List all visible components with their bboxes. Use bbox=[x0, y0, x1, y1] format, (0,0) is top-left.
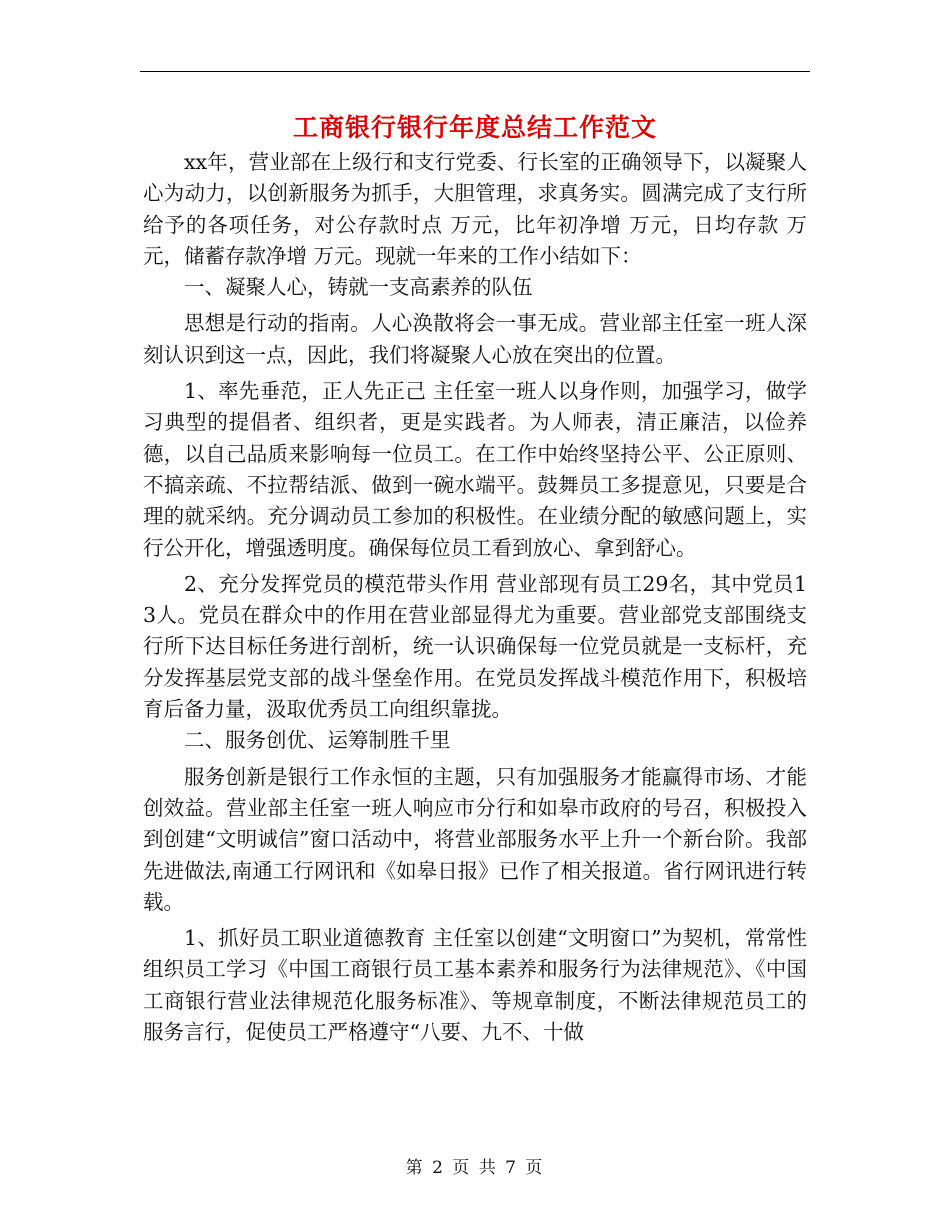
paragraph: 2、充分发挥党员的模范带头作用 营业部现有员工29名，其中党员13人。党员在群众中的作用在营业部显得尤为重要。营业部党支部围绕支行所下达目标任务进行剖析，统一认识确保每一位党员就是一支标杆，充分发挥基层党支部的战斗堡垒作用。在党员发挥战斗模范作用下，积极培育后备力量，汲取优秀员工向组织靠拢。 bbox=[143, 571, 807, 722]
paragraph: 思想是行动的指南。人心涣散将会一事无成。营业部主任室一班人深刻认识到这一点，因此，我们将凝聚人心放在突出的位置。 bbox=[143, 311, 807, 367]
paragraph: 1、抓好员工职业道德教育 主任室以创建“文明窗口”为契机，常常性组织员工学习《中国工商银行员工基本素养和服务行为法律规范》、《中国工商银行营业法律规范化服务标准》、等规章制度，不断法律规范员工的服务言行，促使员工严格遵守“八要、九不、十做 bbox=[143, 926, 807, 1045]
section-heading-1: 一、凝聚人心，铸就一支高素养的队伍 bbox=[184, 275, 533, 300]
header-rule bbox=[140, 71, 810, 72]
paragraph: 服务创新是银行工作永恒的主题，只有加强服务才能赢得市场、才能创效益。营业部主任室一班人响应市分行和如皋市政府的号召，积极投入到创建“文明诚信”窗口活动中，将营业部服务水平上升一个新台阶。我部先进做法,南通工行网讯和《如皋日报》已作了相关报道。省行网讯进行转载。 bbox=[143, 764, 807, 914]
document-title: 工商银行银行年度总结工作范文 bbox=[292, 113, 657, 142]
document-body bbox=[143, 147, 807, 1048]
paragraph: 1、率先垂范，正人先正己 主任室一班人以身作则，加强学习，做学习典型的提倡者、组织者，更是实践者。为人师表，清正廉洁，以俭养德，以自己品质来影响每一位员工。在工作中始终坚持公平、公正原则、不搞亲疏、不拉帮结派、做到一碗水端平。鼓舞员工多提意见，只要是合理的就采纳。充分调动员工参加的积极性。在业绩分配的敏感问题上，实行公开化，增强透明度。确保每位员工看到放心、拿到舒心。 bbox=[143, 379, 807, 560]
section-heading-2: 二、服务创优、运筹制胜千里 bbox=[184, 728, 451, 753]
paragraph-intro: xx年，营业部在上级行和支行党委、行长室的正确领导下，以凝聚人心为动力，以创新服务为抓手，大胆管理，求真务实。圆满完成了支行所给予的各项任务，对公存款时点 万元，比年初净增 万元，日均存款 万元，储蓄存款净增 万元。现就一年来的工作小结如下： bbox=[143, 150, 807, 268]
page-number: 第 2 页 共 7 页 bbox=[405, 1158, 545, 1178]
